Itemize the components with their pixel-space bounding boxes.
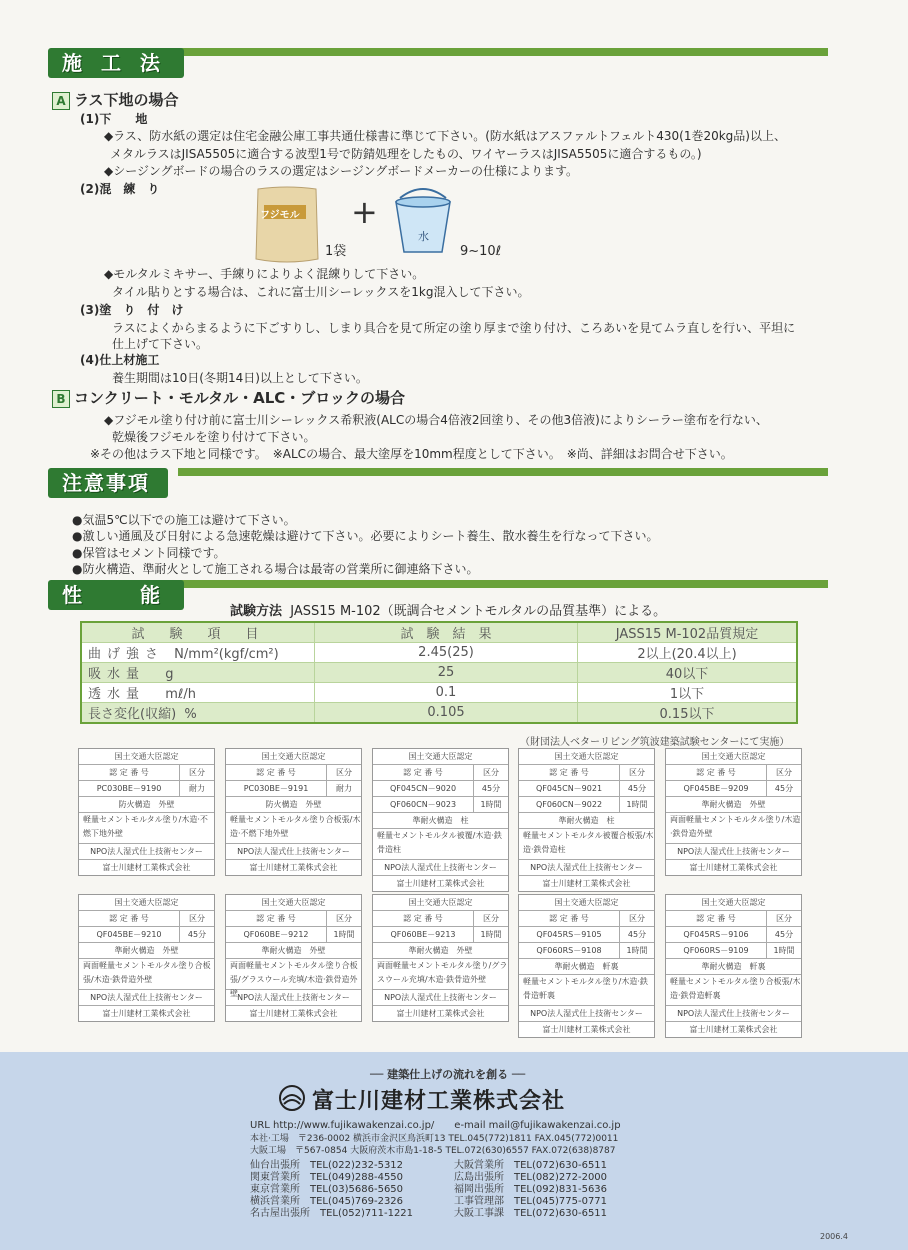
cert-type: 準耐火構造 外壁 <box>79 943 214 959</box>
cert-heading: 国土交通大臣認定 <box>666 895 801 911</box>
cert-column-label: 認 定 番 号 <box>549 768 589 777</box>
cert-column-label: 認 定 番 号 <box>403 914 443 923</box>
plant-address: 大阪工場 〒567-0854 大阪府茨木市島1-18-5 TEL.072(630)6557 FAX.072(638)8787 <box>250 1146 616 1156</box>
cert-description: 軽量セメントモルタル被覆/木造·鉄骨造柱 <box>373 829 508 860</box>
cert-organization: NPO法人湿式仕上技術センター <box>519 1006 654 1022</box>
cert-type: 準耐火構造 外壁 <box>666 797 801 813</box>
cert-columns <box>79 765 214 781</box>
cert-number-row <box>666 943 801 959</box>
table-cell: 曲げ強さ N/mm²(kgf/cm²) <box>81 643 315 663</box>
table-header: JASS15 M-102品質規定 <box>578 622 798 643</box>
cert-company: 富士川建材工業株式会社 <box>542 1025 631 1034</box>
cert-column-label: 区分 <box>326 765 361 780</box>
water-quantity: 9~10ℓ <box>460 244 502 259</box>
table-cell: 1以下 <box>578 683 798 703</box>
cert-type: 準耐火構造 軒裏 <box>666 959 801 975</box>
cert-class: 45分 <box>619 781 654 796</box>
cert-number-row <box>226 781 361 797</box>
cert-number: QF045CN－9021 <box>535 784 603 793</box>
step-4-title: (4)仕上材施工 <box>80 353 160 367</box>
cert-number-row <box>666 927 801 943</box>
cert-company: 富士川建材工業株式会社 <box>249 1009 338 1018</box>
company-logo-icon <box>278 1084 306 1112</box>
cert-number: PC030BE－9191 <box>243 784 309 793</box>
certificate-card <box>372 894 509 1022</box>
hq-address: 本社·工場 〒236-0002 横浜市金沢区鳥浜町13 TEL.045(772)1811 FAX.045(772)0011 <box>250 1134 619 1144</box>
cert-column-label: 認 定 番 号 <box>109 914 149 923</box>
cert-class: 45分 <box>766 781 801 796</box>
cert-number: QF060RS－9109 <box>683 946 749 955</box>
cert-number-row <box>373 927 508 943</box>
cert-heading: 国土交通大臣認定 <box>666 749 801 765</box>
cert-number-row <box>373 797 508 813</box>
cert-columns <box>666 765 801 781</box>
step-3-title: (3)塗 り 付 け <box>80 303 184 317</box>
table-row <box>81 703 797 724</box>
cert-type: 準耐火構造 軒裏 <box>519 959 654 975</box>
certificate-card <box>518 748 655 892</box>
table-row <box>81 643 797 663</box>
step-1-title: (1)下 地 <box>80 112 148 126</box>
cert-type: 準耐火構造 外壁 <box>373 943 508 959</box>
performance-table <box>80 621 798 724</box>
cert-column-label: 区分 <box>473 911 508 926</box>
section-title: 注意事項 <box>48 468 168 498</box>
cert-column-label: 区分 <box>766 911 801 926</box>
cert-description: 軽量セメントモルタル塗り/木造·不燃下地外壁 <box>79 813 214 844</box>
cert-number: QF060BE－9212 <box>243 930 309 939</box>
cert-number-row <box>373 781 508 797</box>
cert-organization: NPO法人湿式仕上技術センター <box>79 844 214 860</box>
certificate-card <box>372 748 509 892</box>
cert-column-label: 区分 <box>619 765 654 780</box>
cert-type: 準耐火構造 柱 <box>373 813 508 829</box>
certificate-card <box>225 748 362 876</box>
cert-column-label: 認 定 番 号 <box>109 768 149 777</box>
cert-number: QF045BE－9209 <box>683 784 749 793</box>
table-row <box>81 683 797 703</box>
water-bucket-icon <box>392 188 454 258</box>
table-note: （財団法人ベターリビング筑波建築試験センターにて実施） <box>520 737 790 748</box>
table-header: 試 験 結 果 <box>315 622 578 643</box>
step-3-line: ラスによくからまるように下ごすりし、しまり具合を見て所定の塗り厚まで塗り付け、ころあいを見てムラ直しを行い、平坦に <box>112 321 796 335</box>
cert-organization: NPO法人湿式仕上技術センター <box>373 990 508 1006</box>
step-2-title: (2)混 練 り <box>80 182 160 196</box>
cert-class: 45分 <box>179 927 214 942</box>
cert-column-label: 区分 <box>619 911 654 926</box>
cert-type: 防火構造 外壁 <box>226 797 361 813</box>
cert-column-label: 区分 <box>473 765 508 780</box>
cert-organization: NPO法人湿式仕上技術センター <box>666 1006 801 1022</box>
cert-heading: 国土交通大臣認定 <box>79 749 214 765</box>
cert-organization: NPO法人湿式仕上技術センター <box>226 990 361 1006</box>
cert-columns <box>79 911 214 927</box>
cert-columns <box>519 765 654 781</box>
cert-column-label: 区分 <box>179 765 214 780</box>
cert-class: 1時間 <box>326 927 361 942</box>
cert-description: 軽量セメントモルタル塗り合板張/木造·鉄骨造軒裏 <box>666 975 801 1006</box>
bag-brand: フジモル <box>260 210 300 221</box>
cert-organization: NPO法人湿式仕上技術センター <box>519 860 654 876</box>
cert-description: 両面軽量セメントモルタル塗り/グラスウール充填/木造·鉄骨造外壁 <box>373 959 508 990</box>
caution-item: ●保管はセメント同様です。 <box>72 546 226 560</box>
cert-columns <box>666 911 801 927</box>
table-cell: 0.105 <box>315 703 578 724</box>
cert-columns <box>226 911 361 927</box>
cert-class: 耐力 <box>179 781 214 796</box>
table-cell: 透水量 mℓ/h <box>81 683 315 703</box>
cert-class: 1時間 <box>473 927 508 942</box>
cert-description: 両面軽量セメントモルタル塗り合板張/木造·鉄骨造外壁 <box>79 959 214 990</box>
cert-number-row <box>666 781 801 797</box>
table-cell: 0.1 <box>315 683 578 703</box>
certificate-card <box>518 894 655 1038</box>
cert-company: 富士川建材工業株式会社 <box>396 1009 485 1018</box>
cert-organization: NPO法人湿式仕上技術センター <box>226 844 361 860</box>
cert-heading: 国土交通大臣認定 <box>79 895 214 911</box>
table-header-row <box>81 622 797 643</box>
section-header-construction <box>48 48 828 78</box>
cert-heading: 国土交通大臣認定 <box>519 895 654 911</box>
cert-company: 富士川建材工業株式会社 <box>396 879 485 888</box>
section-title: 性 能 <box>48 580 184 610</box>
test-method: 試験方法 JASS15 M-102（既調合セメントモルタルの品質基準）による。 <box>230 604 667 619</box>
offices-right: 大阪営業所 TEL(072)630-6511 広島出張所 TEL(082)272-2000 福岡出張所 TEL(092)831-5636 工事管理部 TEL(045)775-0771 大阪工事課 TEL(072)630-6511 <box>454 1160 608 1219</box>
cert-description: 軽量セメントモルタル塗り/木造·鉄骨造軒裏 <box>519 975 654 1006</box>
cert-number-row <box>79 781 214 797</box>
b-line: 乾燥後フジモルを塗り付けて下さい。 <box>112 430 316 444</box>
cert-number: QF045CN－9020 <box>389 784 457 793</box>
cert-number: QF060CN－9022 <box>535 800 603 809</box>
cert-number-row <box>519 797 654 813</box>
certificate-card <box>665 748 802 876</box>
cert-class: 1時間 <box>766 943 801 958</box>
cert-number-row <box>519 781 654 797</box>
table-row <box>81 663 797 683</box>
cert-column-label: 区分 <box>766 765 801 780</box>
offices-left: 仙台出張所 TEL(022)232-5312 関東営業所 TEL(049)288-4550 東京営業所 TEL(03)5686-5650 横浜営業所 TEL(045)769-2326 名古屋出張所 TEL(052)711-1221 <box>250 1160 414 1219</box>
cert-number: PC030BE－9190 <box>96 784 162 793</box>
cert-number: QF060RS－9108 <box>536 946 602 955</box>
cert-number-row <box>79 927 214 943</box>
cert-number: QF045RS－9106 <box>683 930 749 939</box>
cert-columns <box>226 765 361 781</box>
cert-organization: NPO法人湿式仕上技術センター <box>373 860 508 876</box>
table-cell: 2以上(20.4以上) <box>578 643 798 663</box>
step-1-line: メタルラスはJISA5505に適合する波型1号で防錆処理をしたもの、ワイヤーラスはJISA5505に適合するもの。) <box>110 147 702 161</box>
cert-organization: NPO法人湿式仕上技術センター <box>79 990 214 1006</box>
cert-number: QF045BE－9210 <box>96 930 162 939</box>
cert-class: 45分 <box>766 927 801 942</box>
cert-class: 1時間 <box>619 797 654 812</box>
company-name: 富士川建材工業株式会社 <box>312 1089 566 1114</box>
subsection-a: A ラス下地の場合 <box>52 92 179 110</box>
cert-type: 準耐火構造 柱 <box>519 813 654 829</box>
cert-columns <box>373 911 508 927</box>
certificate-card <box>665 894 802 1038</box>
step-3-line: 仕上げて下さい。 <box>112 337 209 351</box>
cert-class: 45分 <box>619 927 654 942</box>
b-line: ※その他はラス下地と同様です。 ※ALCの場合、最大塗厚を10mm程度として下さい。 ※尚、詳細はお問合せ下さい。 <box>90 447 733 461</box>
edition-date: 2006.4 <box>820 1232 848 1241</box>
cert-column-label: 認 定 番 号 <box>549 914 589 923</box>
plus-sign: + <box>351 193 378 231</box>
cert-heading: 国土交通大臣認定 <box>226 895 361 911</box>
section-header-cautions <box>48 468 828 498</box>
cert-columns <box>519 911 654 927</box>
slogan: ── 建築仕上げの流れを創る ── <box>370 1068 526 1081</box>
cert-heading: 国土交通大臣認定 <box>373 895 508 911</box>
cert-column-label: 認 定 番 号 <box>256 914 296 923</box>
cert-class: 1時間 <box>619 943 654 958</box>
caution-item: ●激しい通風及び日射による急速乾燥は避けて下さい。必要によりシート養生、散水養生を行なって下さい。 <box>72 529 659 543</box>
cert-number-row <box>519 927 654 943</box>
cert-description: 軽量セメントモルタル塗り合板張/木造·不燃下地外壁 <box>226 813 361 844</box>
caution-item: ●気温5℃以下での施工は避けて下さい。 <box>72 513 296 527</box>
cert-company: 富士川建材工業株式会社 <box>102 863 191 872</box>
cert-number: QF045RS－9105 <box>536 930 602 939</box>
cert-number: QF060BE－9213 <box>390 930 456 939</box>
cert-class: 耐力 <box>326 781 361 796</box>
bucket-label: 水 <box>418 230 429 243</box>
step-1-line: ◆ラス、防水紙の選定は住宅金融公庫工事共通仕様書に準じて下さい。(防水紙はアスファルトフェルト430(1巻20kg品)以上、 <box>104 129 786 143</box>
subsection-b: B コンクリート・モルタル・ALC・ブロックの場合 <box>52 390 405 408</box>
cert-type: 準耐火構造 外壁 <box>226 943 361 959</box>
table-cell: 吸水量 g <box>81 663 315 683</box>
cert-company: 富士川建材工業株式会社 <box>689 1025 778 1034</box>
cert-column-label: 区分 <box>179 911 214 926</box>
cert-company: 富士川建材工業株式会社 <box>249 863 338 872</box>
cert-description: 軽量セメントモルタル被覆合板張/木造·鉄骨造柱 <box>519 829 654 860</box>
cert-column-label: 認 定 番 号 <box>403 768 443 777</box>
cert-organization: NPO法人湿式仕上技術センター <box>666 844 801 860</box>
cert-column-label: 区分 <box>326 911 361 926</box>
cert-description: 両面軽量セメントモルタル塗り/木造·鉄骨造外壁 <box>666 813 801 844</box>
step-2-line: タイル貼りとする場合は、これに富士川シーレックスを1kg混入して下さい。 <box>112 285 530 299</box>
cert-heading: 国土交通大臣認定 <box>226 749 361 765</box>
certificate-card <box>225 894 362 1022</box>
mortar-bag-icon <box>252 185 322 265</box>
cert-heading: 国土交通大臣認定 <box>519 749 654 765</box>
bag-quantity: 1袋 <box>325 244 347 259</box>
table-cell: 2.45(25) <box>315 643 578 663</box>
table-cell: 25 <box>315 663 578 683</box>
step-4-line: 養生期間は10日(冬期14日)以上として下さい。 <box>112 371 368 385</box>
cert-columns <box>373 765 508 781</box>
url-line: URL http://www.fujikawakenzai.co.jp/ e-mail mail@fujikawakenzai.co.jp <box>250 1120 621 1131</box>
footer <box>0 1052 908 1250</box>
cert-type: 防火構造 外壁 <box>79 797 214 813</box>
cert-number: QF060CN－9023 <box>389 800 457 809</box>
step-1-line: ◆シージングボードの場合のラスの選定はシージングボードメーカーの仕様によります。 <box>104 164 578 178</box>
cert-column-label: 認 定 番 号 <box>696 914 736 923</box>
section-title: 施 工 法 <box>48 48 184 78</box>
cert-column-label: 認 定 番 号 <box>696 768 736 777</box>
certificate-card <box>78 894 215 1022</box>
table-cell: 長さ変化(収縮) % <box>81 703 315 724</box>
step-2-line: ◆モルタルミキサー、手練りによりよく混練りして下さい。 <box>104 267 425 281</box>
cert-description: 両面軽量セメントモルタル塗り合板張/グラスウール充填/木造·鉄骨造外壁 <box>226 959 361 990</box>
cert-heading: 国土交通大臣認定 <box>373 749 508 765</box>
cert-class: 1時間 <box>473 797 508 812</box>
cert-column-label: 認 定 番 号 <box>256 768 296 777</box>
cert-company: 富士川建材工業株式会社 <box>689 863 778 872</box>
cert-number-row <box>519 943 654 959</box>
cert-class: 45分 <box>473 781 508 796</box>
certificate-card <box>78 748 215 876</box>
cert-number-row <box>226 927 361 943</box>
table-header: 試 験 項 目 <box>81 622 315 643</box>
cert-company: 富士川建材工業株式会社 <box>542 879 631 888</box>
table-cell: 40以下 <box>578 663 798 683</box>
table-cell: 0.15以下 <box>578 703 798 724</box>
caution-item: ●防火構造、準耐火として施工される場合は最寄の営業所に御連絡下さい。 <box>72 562 479 576</box>
b-line: ◆フジモル塗り付け前に富士川シーレックス希釈液(ALCの場合4倍液2回塗り、その他3倍液)によりシーラー塗布を行ない、 <box>104 413 768 427</box>
cert-company: 富士川建材工業株式会社 <box>102 1009 191 1018</box>
